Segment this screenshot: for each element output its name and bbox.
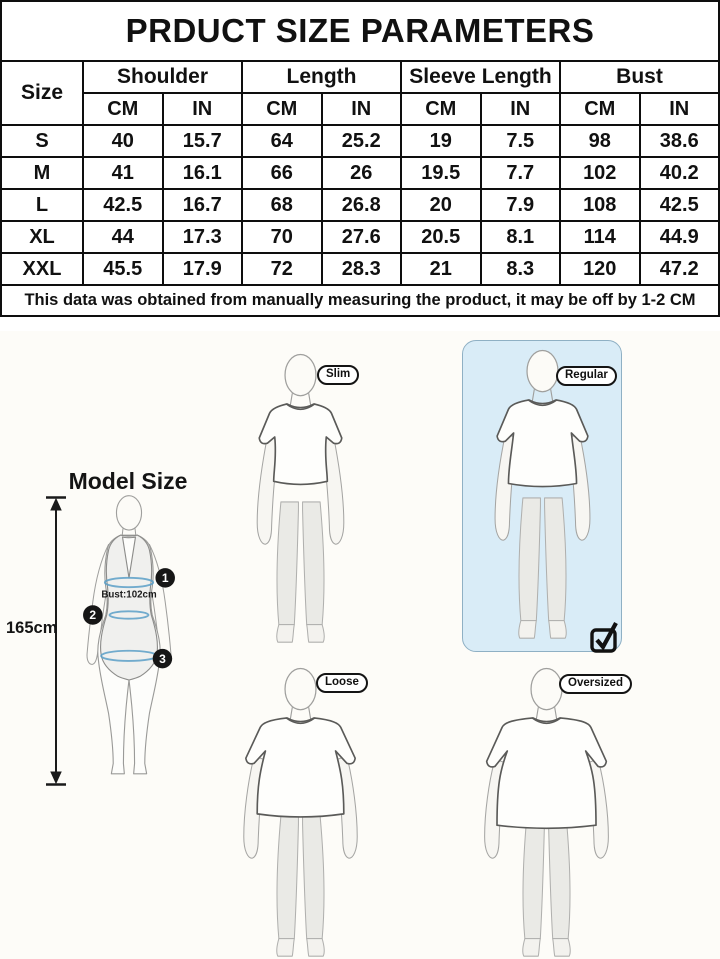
value-cell: 7.5 [481, 125, 561, 157]
fit-guide [0, 331, 720, 959]
table-row-l [1, 189, 719, 221]
value-cell: 64 [242, 125, 322, 157]
bust-measurement-label: Bust:102cm [101, 589, 157, 601]
value-cell: 16.1 [163, 157, 243, 189]
value-cell: 47.2 [640, 253, 720, 285]
value-cell: 25.2 [322, 125, 402, 157]
value-cell: 66 [242, 157, 322, 189]
value-cell: 114 [560, 221, 640, 253]
value-cell: 72 [242, 253, 322, 285]
value-cell: 28.3 [322, 253, 402, 285]
size-table [0, 0, 720, 317]
value-cell: 19 [401, 125, 481, 157]
figure-regular [460, 345, 625, 655]
value-cell: 15.7 [163, 125, 243, 157]
svg-text:3: 3 [159, 651, 166, 666]
value-cell: 45.5 [83, 253, 163, 285]
value-cell: 7.9 [481, 189, 561, 221]
value-cell: 42.5 [83, 189, 163, 221]
value-cell: 68 [242, 189, 322, 221]
value-cell: 120 [560, 253, 640, 285]
unit-header-in: IN [481, 93, 561, 125]
value-cell: 70 [242, 221, 322, 253]
value-cell: 40 [83, 125, 163, 157]
note-row [1, 285, 719, 316]
size-cell: L [1, 189, 83, 221]
value-cell: 44.9 [640, 221, 720, 253]
unit-header-in: IN [640, 93, 720, 125]
value-cell: 20 [401, 189, 481, 221]
col-group-sleeve-length: Sleeve Length [401, 61, 560, 93]
figure-loose [218, 663, 383, 959]
unit-header-row [1, 93, 719, 125]
value-cell: 98 [560, 125, 640, 157]
value-cell: 26.8 [322, 189, 402, 221]
unit-header-cm: CM [83, 93, 163, 125]
value-cell: 8.3 [481, 253, 561, 285]
table-row-m [1, 157, 719, 189]
value-cell: 44 [83, 221, 163, 253]
value-cell: 42.5 [640, 189, 720, 221]
value-cell: 8.1 [481, 221, 561, 253]
fit-label-loose: Loose [316, 673, 368, 693]
size-cell: S [1, 125, 83, 157]
col-group-shoulder: Shoulder [83, 61, 242, 93]
model-figure [64, 486, 194, 796]
value-cell: 38.6 [640, 125, 720, 157]
value-cell: 102 [560, 157, 640, 189]
fit-label-regular: Regular [556, 366, 617, 386]
model-height-label: 165cm [6, 619, 58, 637]
figure-oversized [464, 663, 629, 959]
value-cell: 41 [83, 157, 163, 189]
value-cell: 108 [560, 189, 640, 221]
fit-label-slim: Slim [317, 365, 359, 385]
fit-label-oversized: Oversized [559, 674, 632, 694]
title-row [1, 1, 719, 61]
value-cell: 40.2 [640, 157, 720, 189]
measurement-note: This data was obtained from manually measuring the product, it may be off by 1-2 CM [1, 285, 719, 316]
model-size-title: Model Size [68, 468, 188, 494]
unit-header-cm: CM [560, 93, 640, 125]
value-cell: 27.6 [322, 221, 402, 253]
svg-text:1: 1 [161, 571, 169, 586]
value-cell: 16.7 [163, 189, 243, 221]
col-header-size: Size [1, 61, 83, 125]
group-header-row [1, 61, 719, 93]
value-cell: 21 [401, 253, 481, 285]
col-group-length: Length [242, 61, 401, 93]
svg-text:2: 2 [89, 608, 97, 623]
col-group-bust: Bust [560, 61, 719, 93]
table-row-s [1, 125, 719, 157]
value-cell: 7.7 [481, 157, 561, 189]
page-title: PRDUCT SIZE PARAMETERS [1, 1, 719, 61]
value-cell: 17.9 [163, 253, 243, 285]
size-cell: XXL [1, 253, 83, 285]
size-cell: XL [1, 221, 83, 253]
checked-checkbox-icon [589, 620, 619, 654]
table-row-xl [1, 221, 719, 253]
unit-header-in: IN [322, 93, 402, 125]
figure-slim [218, 349, 383, 659]
size-cell: M [1, 157, 83, 189]
value-cell: 17.3 [163, 221, 243, 253]
unit-header-in: IN [163, 93, 243, 125]
unit-header-cm: CM [401, 93, 481, 125]
unit-header-cm: CM [242, 93, 322, 125]
value-cell: 26 [322, 157, 402, 189]
value-cell: 19.5 [401, 157, 481, 189]
table-row-xxl [1, 253, 719, 285]
value-cell: 20.5 [401, 221, 481, 253]
